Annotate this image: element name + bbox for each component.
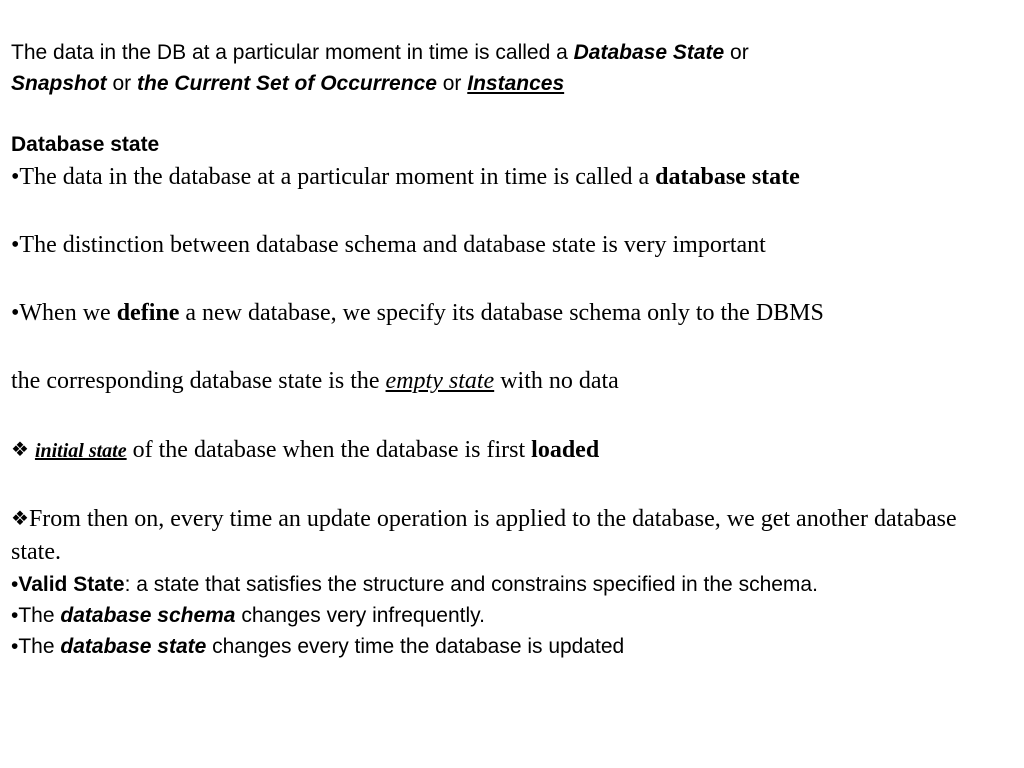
line-post: with no data bbox=[494, 368, 619, 394]
bullet-icon: • bbox=[11, 232, 20, 258]
bullet-pre: When we bbox=[19, 300, 117, 326]
or-text: or bbox=[724, 41, 749, 64]
bullet-post: changes every time the database is updated bbox=[206, 635, 625, 658]
diamond-update-operation bbox=[11, 503, 971, 569]
term-current-set: the Current Set of Occurrence bbox=[137, 72, 437, 95]
bullet-icon: • bbox=[11, 300, 20, 326]
bullet-bold: database state bbox=[655, 164, 800, 190]
bullet-database-state bbox=[11, 161, 1016, 194]
term-loaded: loaded bbox=[531, 437, 600, 463]
bullet-text: The distinction between database schema and database state is very important bbox=[19, 232, 766, 258]
intro-line-2 bbox=[11, 68, 1016, 99]
bullet-post: changes very infrequently. bbox=[235, 604, 485, 627]
bullet-pre: The bbox=[18, 604, 61, 627]
intro-text: The data in the DB at a particular moment in time is called a bbox=[11, 41, 574, 64]
line-pre: the corresponding database state is the bbox=[11, 368, 386, 394]
bullet-define bbox=[11, 297, 1016, 330]
term-valid-state: Valid State bbox=[18, 573, 125, 596]
bullet-valid-state bbox=[11, 569, 1016, 600]
bullet-icon: • bbox=[11, 573, 19, 596]
term-database-schema: database schema bbox=[60, 604, 236, 627]
bullet-pre: The bbox=[18, 635, 61, 658]
bullet-text: The data in the database at a particular moment in time is called a bbox=[19, 164, 656, 190]
diamond-mid: of the database when the database is first bbox=[126, 437, 532, 463]
intro-line-1 bbox=[11, 37, 1016, 68]
or-text: or bbox=[436, 72, 468, 95]
line-empty-state bbox=[11, 365, 1016, 398]
bullet-text: : a state that satisfies the structure and constrains specified in the schema. bbox=[124, 573, 818, 596]
diamond-text: From then on, every time an update operation is applied to the database, we get another database state. bbox=[11, 506, 957, 565]
bullet-bold: define bbox=[116, 300, 180, 326]
section-heading: Database state bbox=[11, 133, 160, 156]
term-database-state-2: database state bbox=[60, 635, 207, 658]
bullet-icon: • bbox=[11, 164, 20, 190]
term-database-state: Database State bbox=[573, 41, 725, 64]
term-snapshot: Snapshot bbox=[11, 72, 107, 95]
or-text: or bbox=[106, 72, 138, 95]
diamond-bullet-icon: ❖ bbox=[11, 506, 29, 530]
bullet-icon: • bbox=[11, 635, 19, 658]
bullet-distinction bbox=[11, 229, 1016, 262]
bullet-state-changes bbox=[11, 631, 1016, 662]
bullet-schema-changes bbox=[11, 600, 1016, 631]
bullet-post: a new database, we specify its database schema only to the DBMS bbox=[179, 300, 824, 326]
term-empty-state: empty state bbox=[385, 368, 495, 394]
term-instances: Instances bbox=[467, 72, 565, 95]
bullet-icon: • bbox=[11, 604, 19, 627]
term-initial-state: initial state bbox=[34, 440, 127, 462]
diamond-bullet-icon: ❖ bbox=[11, 437, 29, 461]
diamond-initial-state bbox=[11, 434, 1016, 468]
